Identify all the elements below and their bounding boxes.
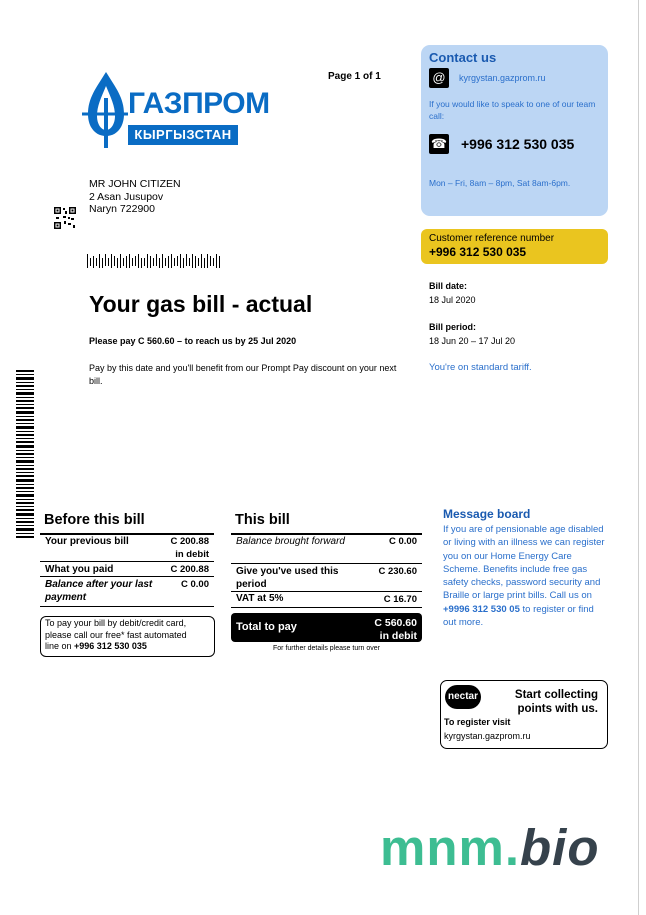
contact-speak-text: If you would like to speak to one of our team call: <box>429 99 596 121</box>
bill-title: Your gas bill - actual <box>89 291 313 317</box>
tariff-text: You're on standard tariff. <box>429 362 532 373</box>
what-you-paid-value: С 200.88 <box>170 564 209 575</box>
balance-after-value: С 0.00 <box>181 579 209 590</box>
contact-website-link[interactable]: kyrgystan.gazprom.ru <box>459 73 546 83</box>
divider <box>40 576 214 577</box>
previous-bill-label: Your previous bill <box>45 536 129 547</box>
further-details-note: For further details please turn over <box>273 645 380 652</box>
before-bill-title: Before this bill <box>44 512 145 528</box>
message-board-phone: +9996 312 530 05 <box>443 603 520 615</box>
divider <box>231 563 422 564</box>
what-you-paid-label: What you paid <box>45 564 114 575</box>
nectar-register-label: To register visit <box>444 717 511 727</box>
gazprom-flame-icon <box>80 70 130 150</box>
payment-note-phone: +996 312 530 035 <box>74 641 147 651</box>
contact-title: Contact us <box>429 50 497 65</box>
vat-label: VAT at 5% <box>236 593 284 604</box>
gas-used-value: С 230.60 <box>378 566 417 577</box>
this-bill-title: This bill <box>235 512 290 528</box>
balance-brought-value: С 0.00 <box>389 536 417 547</box>
customer-reference-number: +996 312 530 035 <box>429 245 527 259</box>
email-icon: @ <box>429 68 449 88</box>
nectar-logo: nectar <box>445 685 481 709</box>
bill-period-value: 18 Jun 20 – 17 Jul 20 <box>429 336 516 346</box>
total-label: Total to pay <box>236 621 297 633</box>
total-value: С 560.60 in debit <box>374 617 417 642</box>
message-board-title: Message board <box>443 507 531 521</box>
contact-phone: +996 312 530 035 <box>461 136 575 152</box>
watermark: mnm.bio <box>380 819 600 876</box>
customer-street: 2 Asan Jusupov <box>89 190 164 203</box>
side-barcode-icon <box>16 370 34 538</box>
message-board-text: If you are of pensionable age disabled or living with an illness we can register you on our Home Energy Care Scheme. Benefits include free gas safety checks, password security and Braille or large print bills. Call us on +9996 312 530 05 to register or find out more. <box>443 524 605 629</box>
balance-brought-label: Balance brought forward <box>236 536 345 547</box>
contact-hours: Mon – Fri, 8am – 8pm, Sat 8am-6pm. <box>429 178 571 188</box>
balance-after-label: Balance after your last payment <box>45 579 153 603</box>
divider <box>40 606 214 607</box>
prompt-pay-text: Pay by this date and you'll benefit from our Prompt Pay discount on your next bill. <box>89 363 397 386</box>
brand-name: ГАЗПРОМ <box>128 87 270 120</box>
customer-city: Naryn 722900 <box>89 203 155 215</box>
divider <box>231 607 422 608</box>
postal-barcode-icon <box>87 252 221 270</box>
page-edge-line <box>638 0 639 915</box>
brand-subname: КЫРГЫЗСТАН <box>128 125 238 145</box>
vat-value: С 16.70 <box>383 594 417 605</box>
customer-address <box>89 178 181 216</box>
bill-date-value: 18 Jul 2020 <box>429 295 476 305</box>
customer-reference-label: Customer reference number <box>429 233 555 244</box>
please-pay-text: Please pay С 560.60 – to reach us by 25 Jul 2020 <box>89 336 297 346</box>
nectar-title: Start collecting points with us. <box>514 689 598 715</box>
qr-code-icon <box>53 206 77 230</box>
divider <box>40 561 214 562</box>
phone-icon: ☎ <box>429 134 449 154</box>
bill-date-label: Bill date: <box>429 281 468 291</box>
gas-used-label: Give you've used this period <box>236 566 339 590</box>
nectar-register-link[interactable]: kyrgystan.gazprom.ru <box>444 731 531 741</box>
bill-period-label: Bill period: <box>429 322 476 332</box>
page-indicator: Page 1 of 1 <box>328 71 381 82</box>
previous-bill-value: С 200.88 in debit <box>170 536 209 560</box>
customer-name: MR JOHN CITIZEN <box>89 178 181 190</box>
contact-panel <box>421 45 608 216</box>
payment-note-text: To pay your bill by debit/credit card, please call our free* fast automated line on +996 312 530 035 <box>45 618 187 651</box>
